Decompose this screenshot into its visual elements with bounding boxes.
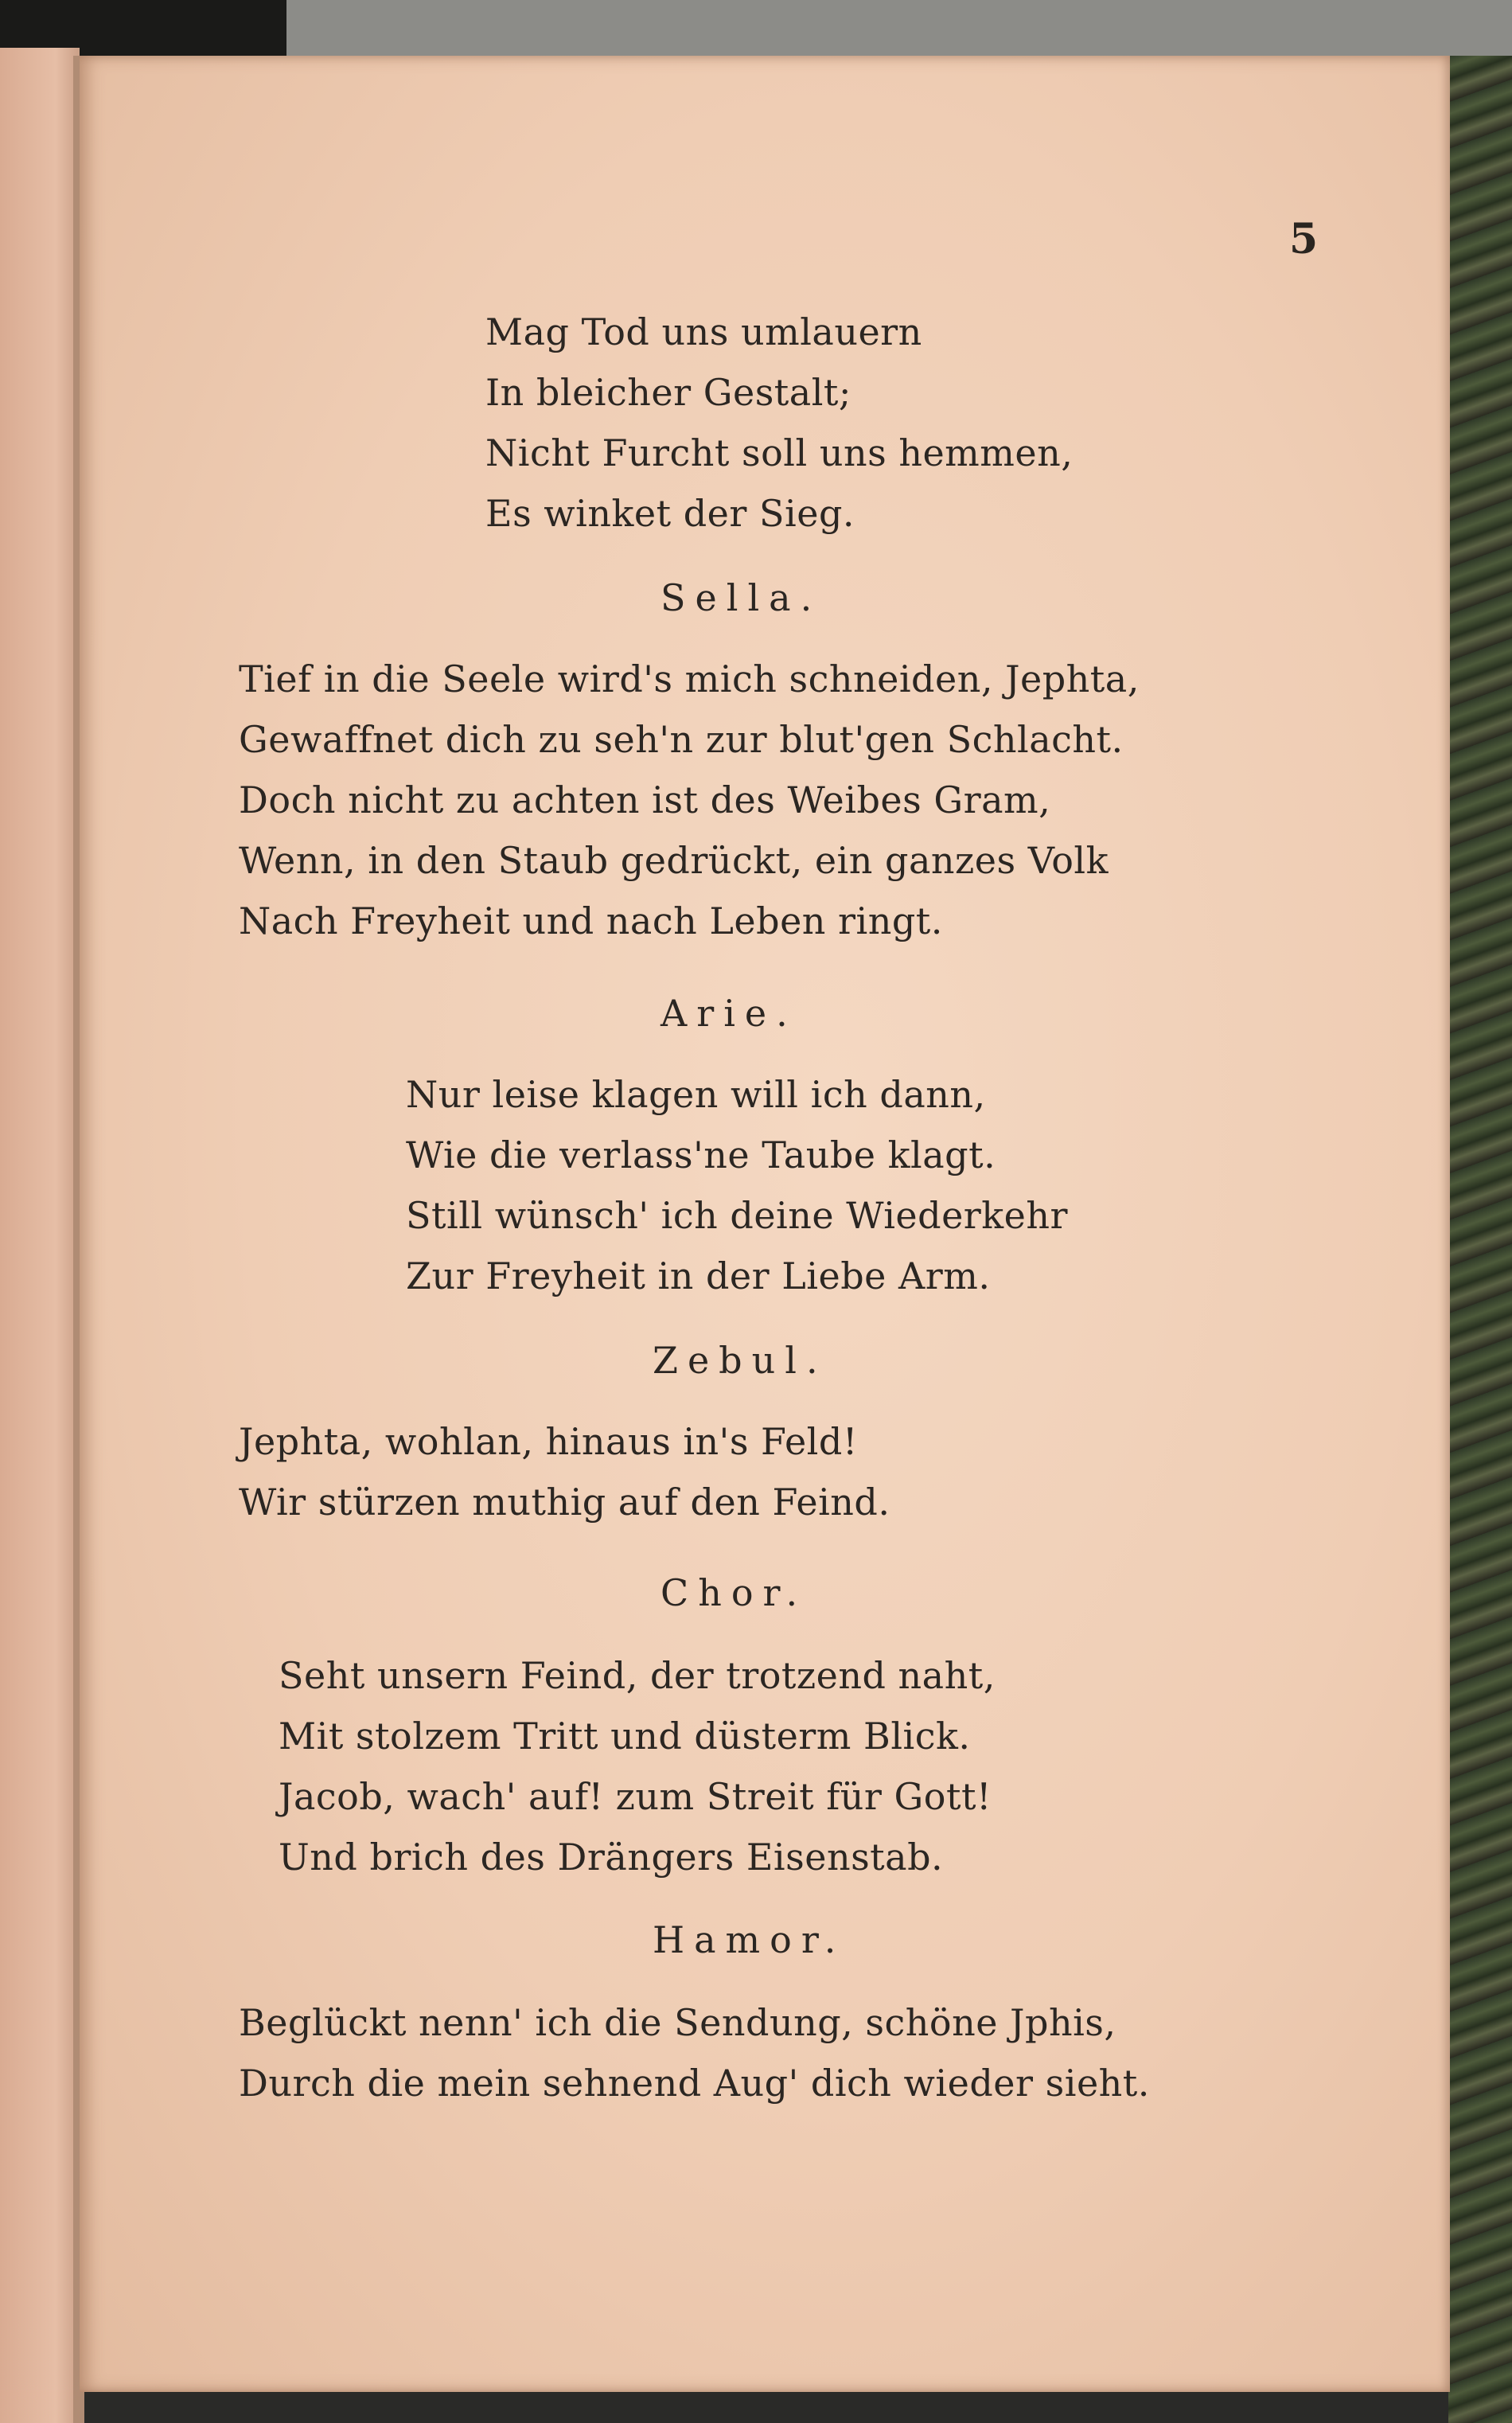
verse-line: Nicht Furcht soll uns hemmen, [485, 431, 1074, 474]
verse-line: Mit stolzem Tritt und düsterm Blick. [279, 1715, 971, 1758]
verse-line: Zur Freyheit in der Liebe Arm. [406, 1254, 991, 1297]
verse-line: Durch die mein sehnend Aug' dich wieder sieht. [239, 2062, 1150, 2105]
scan-background-top [286, 0, 1512, 56]
verse-line: Gewaffnet dich zu seh'n zur blut'gen Schlacht. [239, 718, 1124, 761]
verse-line: Wir stürzen muthig auf den Feind. [239, 1481, 890, 1524]
verse-line: In bleicher Gestalt; [485, 371, 851, 414]
verse-line: Seht unsern Feind, der trotzend naht, [279, 1654, 996, 1697]
verse-line: Wie die verlass'ne Taube klagt. [406, 1133, 996, 1176]
verse-line: Mag Tod uns umlauern [485, 310, 922, 353]
speaker-heading: Chor. [661, 1571, 808, 1614]
verse-line: Nur leise klagen will ich dann, [406, 1073, 986, 1116]
verse-line: Beglückt nenn' ich die Sendung, schöne Jphis, [239, 2001, 1116, 2044]
speaker-heading: Arie. [661, 992, 797, 1035]
verse-line: Tief in die Seele wird's mich schneiden, Jephta, [239, 657, 1140, 700]
speaker-heading: Zebul. [653, 1339, 828, 1382]
facing-page-edge [0, 48, 80, 2423]
book-cover-edge [1448, 56, 1512, 2423]
page-number: 5 [1289, 215, 1319, 263]
verse-line: Und brich des Drängers Eisenstab. [279, 1836, 944, 1879]
verse-line: Jacob, wach' auf! zum Streit für Gott! [279, 1775, 992, 1818]
verse-line: Wenn, in den Staub gedrückt, ein ganzes Volk [239, 839, 1109, 882]
speaker-heading: Hamor. [653, 1918, 846, 1961]
verse-line: Nach Freyheit und nach Leben ringt. [239, 899, 943, 942]
verse-line: Doch nicht zu achten ist des Weibes Gram, [239, 778, 1051, 821]
verse-line: Still wünsch' ich deine Wiederkehr [406, 1194, 1068, 1237]
speaker-heading: Sella. [661, 576, 822, 619]
verse-line: Jephta, wohlan, hinaus in's Feld! [239, 1420, 858, 1463]
stanza-6 [80, 56, 1450, 2392]
verse-line: Es winket der Sieg. [485, 492, 855, 535]
book-page [80, 56, 1450, 2392]
